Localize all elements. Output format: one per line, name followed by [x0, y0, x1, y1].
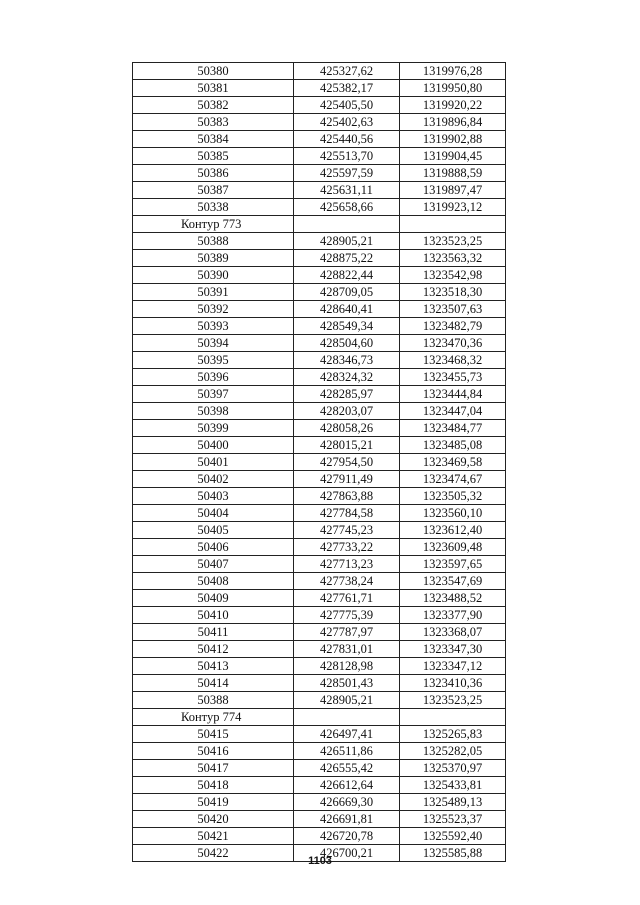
point-number-cell: 50422 — [133, 845, 294, 862]
y-coordinate-cell: 1323447,04 — [400, 403, 506, 420]
x-coordinate-cell: 428285,97 — [294, 386, 400, 403]
point-number-cell: 50386 — [133, 165, 294, 182]
point-number-cell: 50399 — [133, 420, 294, 437]
x-coordinate-cell: 425631,11 — [294, 182, 400, 199]
table-row — [133, 556, 506, 573]
table-row — [133, 352, 506, 369]
y-coordinate-cell: 1319904,45 — [400, 148, 506, 165]
contour-header-row — [133, 709, 506, 726]
point-number-cell: 50410 — [133, 607, 294, 624]
coordinates-table — [132, 62, 506, 862]
point-number-cell: 50395 — [133, 352, 294, 369]
point-number-cell: 50396 — [133, 369, 294, 386]
y-coordinate-cell: 1323347,12 — [400, 658, 506, 675]
y-coordinate-cell: 1323523,25 — [400, 233, 506, 250]
table-row — [133, 505, 506, 522]
point-number-cell: 50418 — [133, 777, 294, 794]
table-row — [133, 63, 506, 80]
point-number-cell: 50406 — [133, 539, 294, 556]
point-number-cell: 50420 — [133, 811, 294, 828]
y-coordinate-cell: 1325592,40 — [400, 828, 506, 845]
x-coordinate-cell: 426511,86 — [294, 743, 400, 760]
y-coordinate-cell: 1323485,08 — [400, 437, 506, 454]
y-coordinate-cell: 1323542,98 — [400, 267, 506, 284]
table-row — [133, 794, 506, 811]
empty-cell — [294, 216, 400, 233]
y-coordinate-cell: 1323469,58 — [400, 454, 506, 471]
table-row — [133, 182, 506, 199]
y-coordinate-cell: 1325265,83 — [400, 726, 506, 743]
table-row — [133, 233, 506, 250]
point-number-cell: 50405 — [133, 522, 294, 539]
table-row — [133, 590, 506, 607]
x-coordinate-cell: 425402,63 — [294, 114, 400, 131]
y-coordinate-cell: 1325489,13 — [400, 794, 506, 811]
table-row — [133, 539, 506, 556]
table-row — [133, 437, 506, 454]
y-coordinate-cell: 1319896,84 — [400, 114, 506, 131]
x-coordinate-cell: 425382,17 — [294, 80, 400, 97]
table-row — [133, 641, 506, 658]
table-row — [133, 777, 506, 794]
point-number-cell: 50417 — [133, 760, 294, 777]
table-row — [133, 811, 506, 828]
point-number-cell: 50414 — [133, 675, 294, 692]
empty-cell — [400, 216, 506, 233]
y-coordinate-cell: 1323547,69 — [400, 573, 506, 590]
x-coordinate-cell: 426497,41 — [294, 726, 400, 743]
point-number-cell: 50393 — [133, 318, 294, 335]
y-coordinate-cell: 1323612,40 — [400, 522, 506, 539]
table-row — [133, 335, 506, 352]
x-coordinate-cell: 428128,98 — [294, 658, 400, 675]
coordinates-table-body — [133, 63, 506, 862]
x-coordinate-cell: 427713,23 — [294, 556, 400, 573]
y-coordinate-cell: 1323482,79 — [400, 318, 506, 335]
table-row — [133, 692, 506, 709]
point-number-cell: 50338 — [133, 199, 294, 216]
contour-title: Контур 773 — [133, 216, 294, 233]
table-row — [133, 250, 506, 267]
x-coordinate-cell: 428822,44 — [294, 267, 400, 284]
empty-cell — [294, 709, 400, 726]
x-coordinate-cell: 428640,41 — [294, 301, 400, 318]
y-coordinate-cell: 1323505,32 — [400, 488, 506, 505]
point-number-cell: 50388 — [133, 692, 294, 709]
table-row — [133, 573, 506, 590]
x-coordinate-cell: 427761,71 — [294, 590, 400, 607]
y-coordinate-cell: 1319950,80 — [400, 80, 506, 97]
point-number-cell: 50381 — [133, 80, 294, 97]
y-coordinate-cell: 1323507,63 — [400, 301, 506, 318]
table-row — [133, 454, 506, 471]
y-coordinate-cell: 1323470,36 — [400, 335, 506, 352]
x-coordinate-cell: 426555,42 — [294, 760, 400, 777]
point-number-cell: 50421 — [133, 828, 294, 845]
y-coordinate-cell: 1323560,10 — [400, 505, 506, 522]
y-coordinate-cell: 1325282,05 — [400, 743, 506, 760]
x-coordinate-cell: 425440,56 — [294, 131, 400, 148]
x-coordinate-cell: 428875,22 — [294, 250, 400, 267]
y-coordinate-cell: 1323609,48 — [400, 539, 506, 556]
y-coordinate-cell: 1325433,81 — [400, 777, 506, 794]
table-row — [133, 403, 506, 420]
table-row — [133, 267, 506, 284]
point-number-cell: 50394 — [133, 335, 294, 352]
table-row — [133, 318, 506, 335]
table-row — [133, 148, 506, 165]
x-coordinate-cell: 426720,78 — [294, 828, 400, 845]
y-coordinate-cell: 1319888,59 — [400, 165, 506, 182]
table-row — [133, 522, 506, 539]
point-number-cell: 50412 — [133, 641, 294, 658]
point-number-cell: 50401 — [133, 454, 294, 471]
y-coordinate-cell: 1325523,37 — [400, 811, 506, 828]
point-number-cell: 50383 — [133, 114, 294, 131]
table-row — [133, 420, 506, 437]
x-coordinate-cell: 427954,50 — [294, 454, 400, 471]
table-row — [133, 675, 506, 692]
y-coordinate-cell: 1323563,32 — [400, 250, 506, 267]
x-coordinate-cell: 428015,21 — [294, 437, 400, 454]
point-number-cell: 50385 — [133, 148, 294, 165]
y-coordinate-cell: 1325370,97 — [400, 760, 506, 777]
point-number-cell: 50389 — [133, 250, 294, 267]
point-number-cell: 50409 — [133, 590, 294, 607]
x-coordinate-cell: 427745,23 — [294, 522, 400, 539]
y-coordinate-cell: 1319902,88 — [400, 131, 506, 148]
point-number-cell: 50402 — [133, 471, 294, 488]
y-coordinate-cell: 1323488,52 — [400, 590, 506, 607]
point-number-cell: 50404 — [133, 505, 294, 522]
y-coordinate-cell: 1323377,90 — [400, 607, 506, 624]
table-row — [133, 80, 506, 97]
x-coordinate-cell: 428504,60 — [294, 335, 400, 352]
point-number-cell: 50387 — [133, 182, 294, 199]
x-coordinate-cell: 427911,49 — [294, 471, 400, 488]
table-row — [133, 386, 506, 403]
table-row — [133, 131, 506, 148]
x-coordinate-cell: 427738,24 — [294, 573, 400, 590]
x-coordinate-cell: 425513,70 — [294, 148, 400, 165]
point-number-cell: 50398 — [133, 403, 294, 420]
y-coordinate-cell: 1323410,36 — [400, 675, 506, 692]
point-number-cell: 50413 — [133, 658, 294, 675]
point-number-cell: 50388 — [133, 233, 294, 250]
point-number-cell: 50380 — [133, 63, 294, 80]
y-coordinate-cell: 1323523,25 — [400, 692, 506, 709]
y-coordinate-cell: 1323518,30 — [400, 284, 506, 301]
empty-cell — [400, 709, 506, 726]
y-coordinate-cell: 1325585,88 — [400, 845, 506, 862]
point-number-cell: 50411 — [133, 624, 294, 641]
table-row — [133, 760, 506, 777]
table-row — [133, 97, 506, 114]
table-row — [133, 284, 506, 301]
contour-title: Контур 774 — [133, 709, 294, 726]
table-row — [133, 726, 506, 743]
x-coordinate-cell: 428058,26 — [294, 420, 400, 437]
table-row — [133, 658, 506, 675]
x-coordinate-cell: 425327,62 — [294, 63, 400, 80]
x-coordinate-cell: 426669,30 — [294, 794, 400, 811]
x-coordinate-cell: 428324,32 — [294, 369, 400, 386]
table-row — [133, 743, 506, 760]
y-coordinate-cell: 1323347,30 — [400, 641, 506, 658]
y-coordinate-cell: 1319920,22 — [400, 97, 506, 114]
x-coordinate-cell: 428501,43 — [294, 675, 400, 692]
x-coordinate-cell: 427733,22 — [294, 539, 400, 556]
point-number-cell: 50419 — [133, 794, 294, 811]
point-number-cell: 50415 — [133, 726, 294, 743]
point-number-cell: 50403 — [133, 488, 294, 505]
y-coordinate-cell: 1323474,67 — [400, 471, 506, 488]
table-row — [133, 165, 506, 182]
point-number-cell: 50408 — [133, 573, 294, 590]
table-row — [133, 199, 506, 216]
x-coordinate-cell: 428709,05 — [294, 284, 400, 301]
table-row — [133, 488, 506, 505]
y-coordinate-cell: 1323597,65 — [400, 556, 506, 573]
table-row — [133, 114, 506, 131]
point-number-cell: 50416 — [133, 743, 294, 760]
y-coordinate-cell: 1319976,28 — [400, 63, 506, 80]
y-coordinate-cell: 1323468,32 — [400, 352, 506, 369]
x-coordinate-cell: 427775,39 — [294, 607, 400, 624]
point-number-cell: 50391 — [133, 284, 294, 301]
point-number-cell: 50382 — [133, 97, 294, 114]
x-coordinate-cell: 425597,59 — [294, 165, 400, 182]
y-coordinate-cell: 1319923,12 — [400, 199, 506, 216]
x-coordinate-cell: 425405,50 — [294, 97, 400, 114]
x-coordinate-cell: 427831,01 — [294, 641, 400, 658]
x-coordinate-cell: 428905,21 — [294, 233, 400, 250]
point-number-cell: 50400 — [133, 437, 294, 454]
y-coordinate-cell: 1319897,47 — [400, 182, 506, 199]
table-row — [133, 624, 506, 641]
x-coordinate-cell: 426691,81 — [294, 811, 400, 828]
x-coordinate-cell: 425658,66 — [294, 199, 400, 216]
point-number-cell: 50392 — [133, 301, 294, 318]
table-row — [133, 369, 506, 386]
x-coordinate-cell: 426612,64 — [294, 777, 400, 794]
point-number-cell: 50390 — [133, 267, 294, 284]
x-coordinate-cell: 426700,21 — [294, 845, 400, 862]
point-number-cell: 50407 — [133, 556, 294, 573]
point-number-cell: 50384 — [133, 131, 294, 148]
x-coordinate-cell: 428203,07 — [294, 403, 400, 420]
page-number: 1103 — [308, 855, 332, 867]
x-coordinate-cell: 427863,88 — [294, 488, 400, 505]
y-coordinate-cell: 1323484,77 — [400, 420, 506, 437]
x-coordinate-cell: 428346,73 — [294, 352, 400, 369]
table-row — [133, 828, 506, 845]
x-coordinate-cell: 427784,58 — [294, 505, 400, 522]
contour-header-row — [133, 216, 506, 233]
y-coordinate-cell: 1323444,84 — [400, 386, 506, 403]
y-coordinate-cell: 1323455,73 — [400, 369, 506, 386]
table-row — [133, 301, 506, 318]
x-coordinate-cell: 428905,21 — [294, 692, 400, 709]
y-coordinate-cell: 1323368,07 — [400, 624, 506, 641]
x-coordinate-cell: 427787,97 — [294, 624, 400, 641]
x-coordinate-cell: 428549,34 — [294, 318, 400, 335]
table-row — [133, 607, 506, 624]
point-number-cell: 50397 — [133, 386, 294, 403]
table-row — [133, 471, 506, 488]
